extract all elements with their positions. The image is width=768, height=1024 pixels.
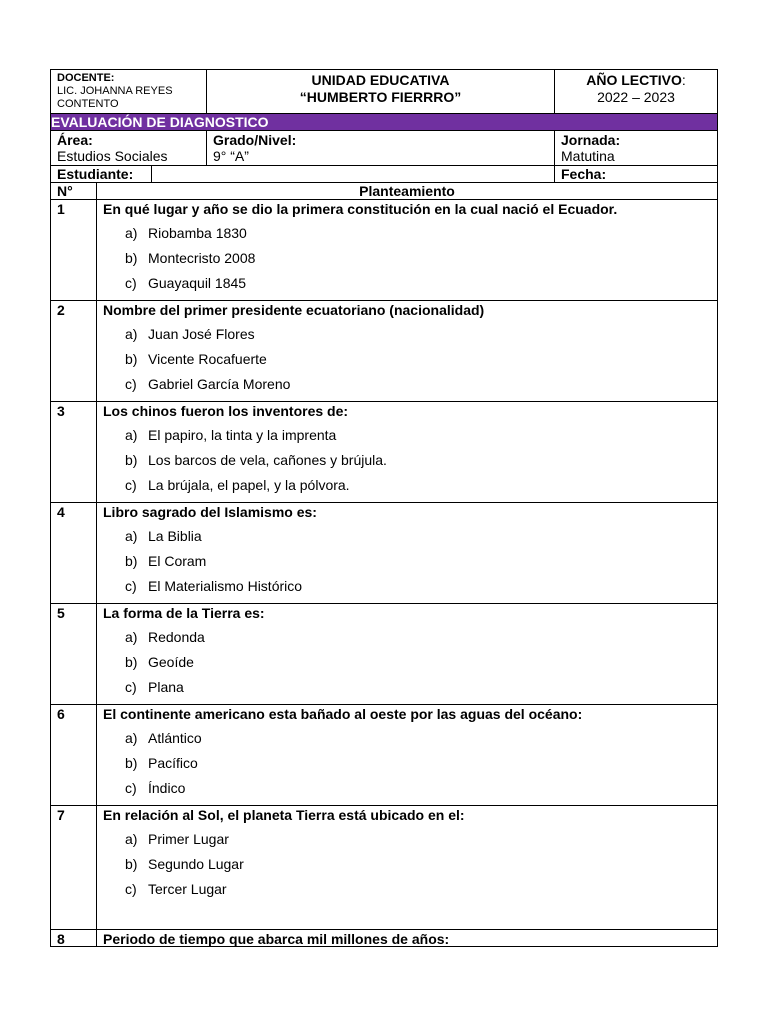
option-b[interactable]: b) Segundo Lugar [125, 856, 244, 872]
option-a[interactable]: a) Juan José Flores [125, 326, 255, 342]
question-body [96, 301, 717, 401]
question-row [50, 200, 718, 301]
student-name-field[interactable] [151, 166, 554, 182]
question-number: 3 [57, 403, 65, 419]
question-text: En qué lugar y año se dio la primera constitución en la cual nació el Ecuador. [103, 201, 618, 217]
area-cell [51, 131, 206, 165]
option-b[interactable]: b) Montecristo 2008 [125, 250, 256, 266]
option-b[interactable]: b) El Coram [125, 553, 207, 569]
question-body [96, 503, 717, 603]
question-row [50, 301, 718, 402]
statement-column-header: Planteamiento [96, 183, 717, 199]
jornada-label: Jornada: [561, 132, 621, 148]
grado-label: Grado/Nivel: [213, 132, 297, 148]
option-list [103, 528, 711, 595]
question-text: Libro sagrado del Islamismo es: [103, 504, 317, 520]
option-c[interactable]: c) Guayaquil 1845 [125, 275, 247, 291]
question-row [50, 930, 718, 947]
question-text: Nombre del primer presidente ecuatoriano (nacionalidad) [103, 302, 485, 318]
jornada-cell [554, 131, 717, 165]
option-list [103, 427, 711, 494]
option-b[interactable]: b) Pacífico [125, 755, 198, 771]
option-b[interactable]: b) Vicente Rocafuerte [125, 351, 267, 367]
docente-name: LIC. JOHANNA REYES CONTENTO [57, 85, 173, 110]
question-body [96, 806, 717, 929]
option-c[interactable]: c) La brújala, el papel, y la pólvora. [125, 477, 350, 493]
school-cell [206, 70, 554, 113]
option-c[interactable]: c) Gabriel García Moreno [125, 376, 291, 392]
area-value: Estudios Sociales [57, 148, 168, 164]
header-row [50, 69, 718, 114]
option-list [103, 225, 711, 292]
question-row [50, 604, 718, 705]
option-a[interactable]: a) Atlántico [125, 730, 202, 746]
docente-label: DOCENTE: [57, 72, 115, 84]
option-c[interactable]: c) Tercer Lugar [125, 881, 227, 897]
option-c[interactable]: c) Índico [125, 780, 186, 796]
question-number: 1 [57, 201, 65, 217]
question-body [96, 200, 717, 300]
question-row [50, 503, 718, 604]
school-year-cell [554, 70, 717, 113]
question-number: 2 [57, 302, 65, 318]
option-c[interactable]: c) Plana [125, 679, 184, 695]
option-a[interactable]: a) Redonda [125, 629, 205, 645]
school-year-colon: : [681, 72, 686, 88]
student-row [50, 166, 718, 183]
question-row [50, 806, 718, 930]
student-label: Estudiante: [57, 166, 134, 182]
option-a[interactable]: a) Riobamba 1830 [125, 225, 247, 241]
option-a[interactable]: a) La Biblia [125, 528, 202, 544]
question-body [96, 402, 717, 502]
question-number: 8 [57, 931, 65, 947]
question-text: En relación al Sol, el planeta Tierra está ubicado en el: [103, 807, 465, 823]
question-body [96, 604, 717, 704]
question-number: 7 [57, 807, 65, 823]
grado-cell [206, 131, 554, 165]
area-label: Área: [57, 132, 93, 148]
question-row [50, 705, 718, 806]
school-year-value: 2022 – 2023 [597, 89, 675, 105]
docente-cell [51, 70, 206, 113]
school-name-line2: “HUMBERTO FIERRRO” [299, 89, 462, 105]
evaluation-title-banner: EVALUACIÓN DE DIAGNOSTICO [50, 114, 718, 131]
option-a[interactable]: a) El papiro, la tinta y la imprenta [125, 427, 337, 443]
date-label[interactable]: Fecha: [554, 166, 717, 182]
question-text: El continente americano esta bañado al oeste por las aguas del océano: [103, 706, 583, 722]
question-number: 6 [57, 706, 65, 722]
option-list [103, 629, 711, 696]
option-list [103, 730, 711, 797]
question-number: 4 [57, 504, 65, 520]
jornada-value: Matutina [561, 148, 615, 164]
grado-value: 9° “A” [213, 148, 249, 164]
question-text: Periodo de tiempo que abarca mil millones de años: [103, 931, 450, 947]
question-body [96, 930, 717, 946]
school-name-line1: UNIDAD EDUCATIVA [311, 72, 450, 88]
school-year-label: AÑO LECTIVO [586, 72, 682, 88]
option-list [103, 831, 711, 898]
option-b[interactable]: b) Los barcos de vela, cañones y brújula. [125, 452, 387, 468]
option-a[interactable]: a) Primer Lugar [125, 831, 229, 847]
number-column-header: N° [57, 183, 73, 199]
option-b[interactable]: b) Geoíde [125, 654, 194, 670]
option-c[interactable]: c) El Materialismo Histórico [125, 578, 303, 594]
question-body [96, 705, 717, 805]
question-table-header [50, 183, 718, 200]
option-list [103, 326, 711, 393]
question-text: La forma de la Tierra es: [103, 605, 265, 621]
question-text: Los chinos fueron los inventores de: [103, 403, 349, 419]
question-row [50, 402, 718, 503]
question-number: 5 [57, 605, 65, 621]
evaluation-sheet [50, 69, 718, 947]
info-row [50, 131, 718, 166]
